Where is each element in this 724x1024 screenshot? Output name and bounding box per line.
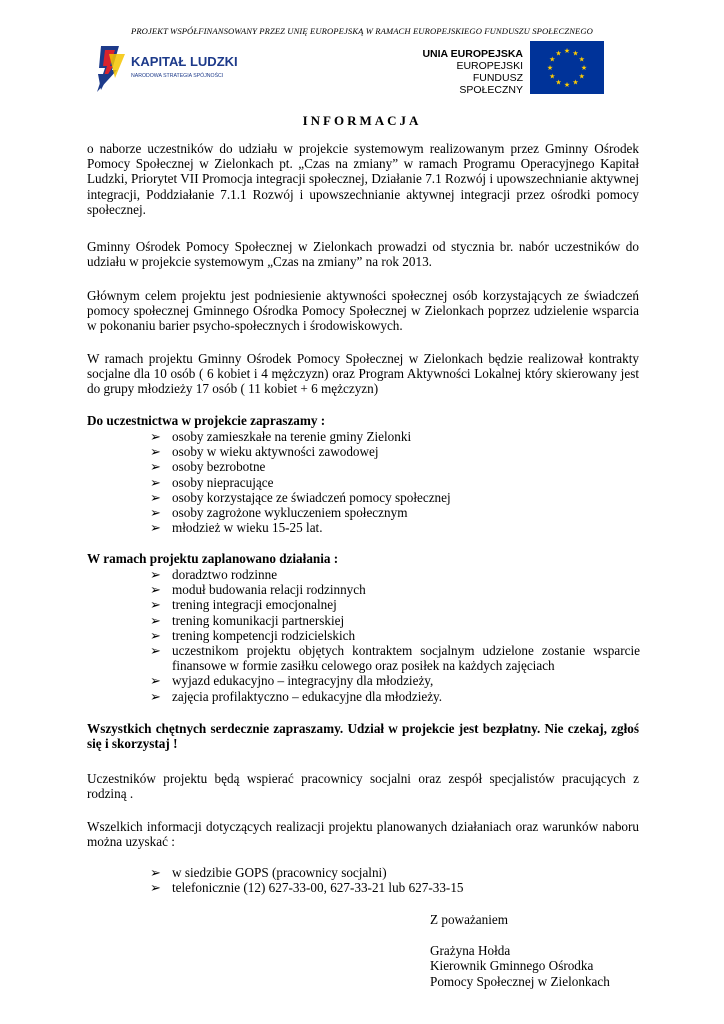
arrow-bullet-icon: ➢ xyxy=(150,612,162,628)
invite-list xyxy=(150,429,640,535)
eu-star-icon: ★ xyxy=(572,78,579,87)
list-item: ➢ osoby bezrobotne xyxy=(150,459,266,475)
arrow-bullet-icon: ➢ xyxy=(150,627,162,643)
arrow-bullet-icon: ➢ xyxy=(150,597,162,613)
kl-logo-title: KAPITAŁ LUDZKI xyxy=(131,54,238,69)
eu-star-icon: ★ xyxy=(555,49,562,58)
page-title: INFORMACJA xyxy=(302,113,422,128)
list-item: ➢ moduł budowania relacji rodzinnych xyxy=(150,582,366,598)
arrow-bullet-icon: ➢ xyxy=(150,505,162,521)
list-item: ➢ trening kompetencji rodzicielskich xyxy=(150,627,356,643)
list-item: ➢ osoby korzystające ze świadczeń pomocy społecznej xyxy=(150,489,451,505)
list-item: ➢ uczestnikom projektu objętych kontraktem socjalnym udzielone zostanie wsparcie finansowe w formie zasiłku celowego oraz posiłek na każdych zajęciach xyxy=(150,643,640,674)
eu-star-icon: ★ xyxy=(549,72,556,81)
eu-star-icon: ★ xyxy=(546,64,554,72)
eu-star-icon: ★ xyxy=(572,49,579,58)
eu-flag-icon xyxy=(530,41,604,94)
arrow-bullet-icon: ➢ xyxy=(150,567,162,582)
arrow-bullet-icon: ➢ xyxy=(150,474,162,490)
arrow-bullet-icon: ➢ xyxy=(150,429,162,444)
list-item: ➢ osoby zagrożone wykluczeniem społecznym xyxy=(150,505,408,521)
arrow-bullet-icon: ➢ xyxy=(150,865,162,880)
list-item: ➢ doradztwo rodzinne xyxy=(150,567,278,582)
eu-star-icon: ★ xyxy=(580,64,588,72)
eu-star-icon: ★ xyxy=(563,81,571,89)
list-item: ➢ osoby zamieszkałe na terenie gminy Zielonki xyxy=(150,429,412,444)
paragraph-contracts: W ramach projektu Gminny Ośrodek Pomocy Społecznej w Zielonkach będzie realizował kontrakty socjalne dla 10 osób ( 6 kobiet i 4 mężczyzn) oraz Program Aktywności Lokalnej który skierowany jest do grupy młodzieży 17 osób ( 11 kobiet + 6 mężczyzn) xyxy=(87,351,639,397)
signature-greeting: Z poważaniem xyxy=(430,912,508,927)
signature-role-line-1: Kierownik Gminnego Ośrodka xyxy=(430,958,594,973)
eu-star-icon: ★ xyxy=(578,72,585,81)
list-item: ➢ zajęcia profilaktyczno – edukacyjne dla młodzieży. xyxy=(150,688,443,704)
signature-role-line-2: Pomocy Społecznej w Zielonkach xyxy=(430,974,610,989)
kapital-ludzki-logo xyxy=(95,44,270,94)
eu-line-3: FUNDUSZ SPOŁECZNY xyxy=(459,72,523,96)
contact-list xyxy=(150,865,640,895)
eu-star-icon: ★ xyxy=(549,55,556,64)
invite-heading: Do uczestnictwa w projekcie zapraszamy : xyxy=(87,413,326,428)
paragraph-recruitment: Gminny Ośrodek Pomocy Społecznej w Zielonkach prowadzi od stycznia br. nabór uczestników do udziału w projekcie systemowym „Czas na zmiany” na rok 2013. xyxy=(87,239,639,270)
eu-logo-text xyxy=(415,48,523,96)
arrow-bullet-icon: ➢ xyxy=(150,643,162,659)
arrow-bullet-icon: ➢ xyxy=(150,688,162,704)
signature-name: Grażyna Hołda xyxy=(430,943,511,958)
kl-logo-subtitle: NARODOWA STRATEGIA SPÓJNOŚCI xyxy=(131,73,224,79)
eu-line-2: EUROPEJSKI xyxy=(456,60,523,72)
eu-star-icon: ★ xyxy=(563,47,571,55)
actions-list xyxy=(150,567,640,704)
cofinancing-header: PROJEKT WSPÓŁFINANSOWANY PRZEZ UNIĘ EUROPEJSKĄ W RAMACH EUROPEJSKIEGO FUNDUSZU SPOŁECZNEGO xyxy=(130,26,593,36)
arrow-bullet-icon: ➢ xyxy=(150,489,162,505)
arrow-bullet-icon: ➢ xyxy=(150,582,162,598)
eu-star-icon: ★ xyxy=(578,55,585,64)
list-item: ➢ młodzież w wieku 15-25 lat. xyxy=(150,520,323,536)
info-paragraph: Wszelkich informacji dotyczących realizacji projektu planowanych działaniach oraz warunków naboru można uzyskać : xyxy=(87,819,639,850)
kapital-ludzki-logo-icon xyxy=(95,44,270,94)
eu-line-1: UNIA EUROPEJSKA xyxy=(422,48,523,60)
list-item: ➢ osoby niepracujące xyxy=(150,474,274,490)
paragraph-intro: o naborze uczestników do udziału w projekcie systemowym realizowanym przez Gminny Ośrodek Pomocy Społecznej w Zielonkach pt. „Czas na zmiany” w ramach Programu Operacyjnego Kapitał Ludzki, Priorytet VII Promocja integracji społecznej, Działanie 7.1 Rozwój i upowszechnianie aktywnej integracji, Poddziałanie 7.1.1 Rozwój i upowszechnianie aktywnej integracji przez ośrodki pomocy społecznej. xyxy=(87,141,639,217)
list-item: ➢ trening integracji emocjonalnej xyxy=(150,597,337,613)
arrow-bullet-icon: ➢ xyxy=(150,520,162,536)
arrow-bullet-icon: ➢ xyxy=(150,880,162,896)
list-item: ➢ wyjazd edukacyjno – integracyjny dla młodzieży, xyxy=(150,673,434,689)
list-item: ➢ trening komunikacji partnerskiej xyxy=(150,612,345,628)
arrow-bullet-icon: ➢ xyxy=(150,459,162,475)
closing-invitation: Wszystkich chętnych serdecznie zapraszamy. Udział w projekcie jest bezpłatny. Nie czekaj, zgłoś się i skorzystaj ! xyxy=(87,721,639,752)
list-item: ➢ osoby w wieku aktywności zawodowej xyxy=(150,444,379,460)
support-paragraph: Uczestników projektu będą wspierać pracownicy socjalni oraz zespół specjalistów pracujących z rodziną . xyxy=(87,771,639,802)
eu-star-icon: ★ xyxy=(555,78,562,87)
paragraph-goal: Głównym celem projektu jest podniesienie aktywności społecznej osób korzystających ze świadczeń pomocy społecznej Gminnego Ośrodka Pomocy Społecznej w Zielonkach poprzez udzielenie wsparcia w pokonaniu barier psycho-społecznych i środowiskowych. xyxy=(87,288,639,334)
arrow-bullet-icon: ➢ xyxy=(150,673,162,689)
list-item: ➢ w siedzibie GOPS (pracownicy socjalni) xyxy=(150,865,387,880)
list-item: ➢ telefonicznie (12) 627-33-00, 627-33-21 lub 627-33-15 xyxy=(150,880,464,896)
actions-heading: W ramach projektu zaplanowano działania : xyxy=(87,551,339,566)
arrow-bullet-icon: ➢ xyxy=(150,444,162,460)
